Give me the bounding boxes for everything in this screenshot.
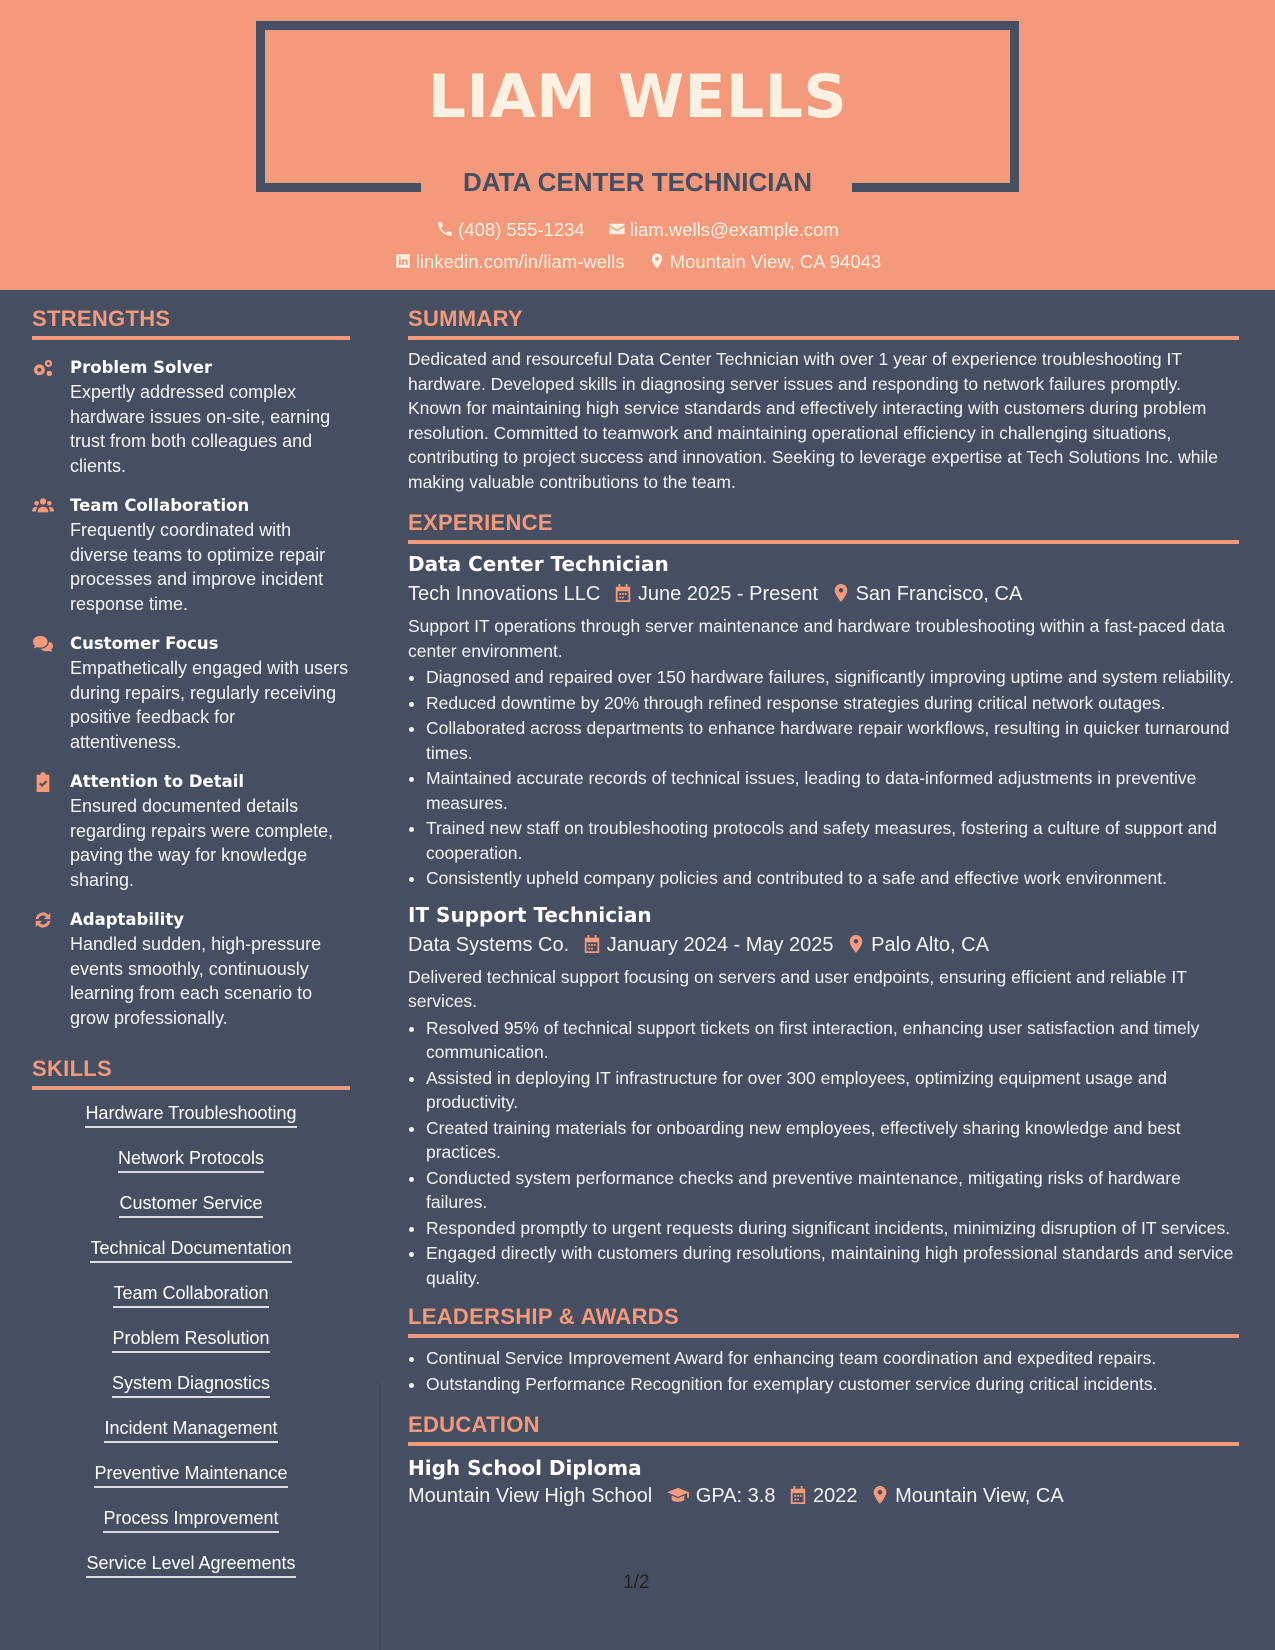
calendar-icon: [583, 934, 601, 954]
bullet-item: • Consistently upheld company policies and contributed to a safe and effective work environment.: [426, 866, 1239, 891]
right-column: [408, 306, 1239, 1510]
skill-tag: Problem Resolution: [112, 1327, 269, 1353]
skill-tag: Technical Documentation: [90, 1237, 291, 1263]
skill-tag: Process Improvement: [103, 1507, 278, 1533]
education-entry: [408, 1454, 1239, 1510]
job-company: Tech Innovations LLC: [408, 583, 601, 605]
phone-contact[interactable]: [436, 219, 585, 241]
map-marker-icon: [832, 583, 850, 603]
strength-title: Problem Solver: [70, 358, 213, 377]
strength-item: [32, 908, 350, 1046]
phone-icon: [436, 220, 454, 238]
award-item: • Continual Service Improvement Award for enhancing team coordination and expedited repairs.: [426, 1346, 1239, 1371]
strength-item: [32, 494, 350, 632]
bullet-item: • Collaborated across departments to enhance hardware repair workflows, resulting in quicker turnaround times.: [426, 716, 1239, 765]
bullet-item: • Created training materials for onboarding new employees, effectively sharing knowledge and best practices.: [426, 1116, 1239, 1165]
job-description: Support IT operations through server maintenance and hardware troubleshooting within a fast-paced data center environment.: [408, 616, 1225, 661]
bullet-item: • Assisted in deploying IT infrastructure for over 300 employees, optimizing equipment usage and productivity.: [426, 1066, 1239, 1115]
bullet-item: • Diagnosed and repaired over 150 hardware failures, significantly improving uptime and system reliability.: [426, 665, 1239, 690]
award-item: • Outstanding Performance Recognition for exemplary customer service during critical incidents.: [426, 1372, 1239, 1397]
contact-row-2: [0, 251, 1275, 273]
experience-heading: EXPERIENCE: [408, 510, 1239, 544]
strength-item: [32, 770, 350, 908]
summary-text: Dedicated and resourceful Data Center Technician with over 1 year of experience troubleshooting IT hardware. Developed skills in diagnosing server issues and responding to network failures promptly. Known for maintaining high service standards and effectively interacting with customers during problem resolution. Committed to teamwork and maintaining operational efficiency in challenging situations, contributing to project success and innovation. Seeking to leverage expertise at Tech Solutions Inc. while making valuable contributions to the team.: [408, 349, 1219, 492]
job-location: Palo Alto, CA: [871, 933, 989, 956]
bullet-item: • Trained new staff on troubleshooting protocols and safety measures, fostering a culture of support and cooperation.: [426, 816, 1239, 865]
skill-tag: System Diagnostics: [112, 1372, 270, 1398]
skills-heading: SKILLS: [32, 1056, 350, 1090]
sync-icon: [32, 910, 56, 932]
bullet-item: • Engaged directly with customers during resolutions, maintaining high professional standards and service quality.: [426, 1241, 1239, 1290]
job-bullets: [426, 665, 1239, 891]
page-number: 1/2: [623, 1572, 650, 1593]
candidate-title: DATA CENTER TECHNICIAN: [462, 167, 813, 197]
left-column: [32, 306, 350, 1597]
bullet-item: • Resolved 95% of technical support tickets on first interaction, enhancing user satisfaction and timely communication.: [426, 1016, 1239, 1065]
bullet-item: • Maintained accurate records of technical issues, leading to data-informed adjustments in preventive measures.: [426, 766, 1239, 815]
degree-title: High School Diploma: [408, 1456, 642, 1480]
strength-desc: Frequently coordinated with diverse teams to optimize repair processes and improve incident response time.: [70, 520, 326, 614]
strength-title: Customer Focus: [70, 634, 219, 653]
linkedin-text: linkedin.com/in/liam-wells: [415, 251, 625, 272]
gpa-text: GPA: 3.8: [695, 1485, 776, 1507]
skill-tag: Incident Management: [104, 1417, 277, 1443]
email-contact[interactable]: [608, 219, 839, 241]
job-meta: [408, 931, 1239, 959]
map-marker-icon: [847, 934, 865, 954]
job-meta: [408, 580, 1239, 608]
linkedin-contact[interactable]: [394, 251, 625, 273]
graduation-cap-icon: [666, 1485, 690, 1505]
strength-desc: Ensured documented details regarding repairs were complete, paving the way for knowledge sharing.: [70, 796, 334, 890]
job-title: IT Support Technician: [408, 902, 652, 927]
job-dates: June 2025 - Present: [637, 583, 819, 605]
comments-icon: [32, 634, 56, 656]
awards-heading: LEADERSHIP & AWARDS: [408, 1304, 1239, 1338]
linkedin-icon: [394, 252, 412, 270]
bullet-item: • Reduced downtime by 20% through refined response strategies during critical network outages.: [426, 691, 1239, 716]
strength-title: Team Collaboration: [70, 496, 250, 515]
strength-desc: Handled sudden, high-pressure events smoothly, continuously learning from each scenario to grow professionally.: [70, 934, 322, 1028]
strength-desc: Expertly addressed complex hardware issues on-site, earning trust from both colleagues and clients.: [70, 382, 331, 476]
map-marker-icon: [871, 1485, 889, 1505]
school-name: Mountain View High School: [408, 1485, 653, 1507]
skill-tag: Customer Service: [119, 1192, 262, 1218]
job-entry: [408, 901, 1239, 1291]
skill-tag: Network Protocols: [118, 1147, 264, 1173]
skill-tag: Team Collaboration: [113, 1282, 268, 1308]
strengths-heading: STRENGTHS: [32, 306, 350, 340]
strength-title: Adaptability: [70, 910, 184, 929]
envelope-icon: [608, 220, 626, 238]
job-company: Data Systems Co.: [408, 933, 570, 956]
users-icon: [32, 496, 56, 518]
job-location: San Francisco, CA: [855, 583, 1023, 605]
job-description: Delivered technical support focusing on servers and user endpoints, ensuring efficient and reliable IT services.: [408, 966, 1187, 1011]
contact-row-1: [0, 219, 1275, 241]
graduation-year: 2022: [813, 1485, 858, 1507]
education-meta: [408, 1482, 1239, 1510]
clipboard-check-icon: [32, 772, 56, 794]
skill-tag: Preventive Maintenance: [94, 1462, 287, 1488]
location-text: Mountain View, CA 94043: [669, 251, 882, 272]
summary-heading: SUMMARY: [408, 306, 1239, 340]
job-dates: January 2024 - May 2025: [606, 933, 834, 956]
strengths-list: [32, 356, 350, 1046]
strength-item: [32, 356, 350, 494]
location-contact: [648, 251, 882, 273]
calendar-icon: [614, 583, 632, 603]
header-banner: [0, 0, 1275, 290]
job-entry: [408, 550, 1239, 891]
job-bullets: [426, 1016, 1239, 1291]
education-heading: EDUCATION: [408, 1412, 1239, 1446]
candidate-name: LIAM WELLS: [427, 62, 848, 132]
awards-list: [426, 1346, 1239, 1396]
skill-tag: Hardware Troubleshooting: [85, 1102, 296, 1128]
strength-item: [32, 632, 350, 770]
gears-icon: [32, 358, 56, 380]
job-title: Data Center Technician: [408, 552, 669, 576]
education-location: Mountain View, CA: [895, 1485, 1064, 1507]
map-marker-icon: [648, 252, 666, 270]
skill-tag: Service Level Agreements: [86, 1552, 295, 1578]
calendar-icon: [789, 1485, 807, 1505]
strength-title: Attention to Detail: [70, 772, 245, 791]
skills-list: [32, 1102, 350, 1597]
email-text: liam.wells@example.com: [629, 219, 839, 240]
strength-desc: Empathetically engaged with users during repairs, regularly receiving positive feedback for attentiveness.: [70, 658, 349, 752]
bullet-item: • Responded promptly to urgent requests during significant incidents, minimizing disruption of IT services.: [426, 1216, 1239, 1241]
bullet-item: • Conducted system performance checks and preventive maintenance, mitigating risks of hardware failures.: [426, 1166, 1239, 1215]
phone-text: (408) 555-1234: [458, 219, 585, 240]
